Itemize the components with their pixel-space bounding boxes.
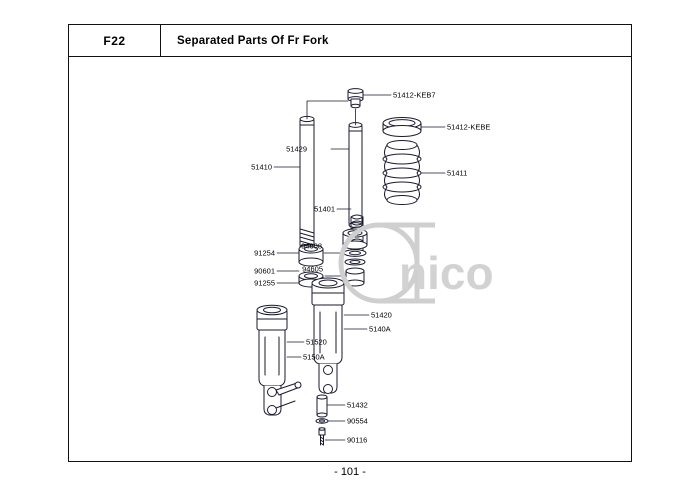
part-51411-boot [383, 141, 421, 205]
part-51412-kebe [383, 118, 421, 137]
watermark-text: nico [399, 247, 494, 299]
callout-51401: 51401 [314, 204, 335, 214]
callout-91255: 91255 [254, 278, 275, 288]
callout-5150A: 5150A [303, 352, 325, 362]
diagram-header [69, 25, 631, 57]
callout-94608: 94608 [301, 241, 322, 251]
part-51412-keb7 [348, 89, 363, 108]
callout-5140A: 5140A [369, 324, 391, 334]
callout-51429: 51429 [286, 144, 307, 154]
part-94605-bush [346, 268, 364, 286]
callout-51410: 51410 [251, 162, 272, 172]
callout-91254: 91254 [254, 248, 275, 258]
callout-51412-KEB7: 51412-KEB7 [393, 90, 436, 100]
callout-51412-KEBE: 51412-KEBE [447, 122, 491, 132]
callout-51432: 51432 [347, 400, 368, 410]
part-51410-tube [300, 116, 314, 249]
callout-51411: 51411 [447, 168, 468, 178]
diagram-frame [68, 24, 632, 462]
callout-51420: 51420 [371, 310, 392, 320]
fork-parts-drawing [69, 57, 631, 462]
page-number: - 101 - [334, 466, 366, 478]
part-51420-slider [312, 278, 344, 394]
section-code: F22 [69, 25, 161, 56]
page-title: Separated Parts Of Fr Fork [177, 34, 329, 47]
part-51429-tube [349, 123, 362, 228]
part-90116-bolt [319, 428, 325, 445]
part-90601-clip [345, 259, 365, 265]
part-51432-cylinder [317, 395, 327, 417]
callout-94605: 94605 [302, 264, 323, 274]
callout-90554: 90554 [347, 416, 368, 426]
callout-90601: 90601 [254, 266, 275, 276]
part-90554-washer [316, 419, 328, 423]
part-51520-slider [257, 305, 301, 415]
callout-90116: 90116 [347, 435, 368, 445]
parts-diagram [69, 57, 631, 462]
callout-51520: 51520 [306, 337, 327, 347]
part-94608-washer [344, 250, 366, 257]
